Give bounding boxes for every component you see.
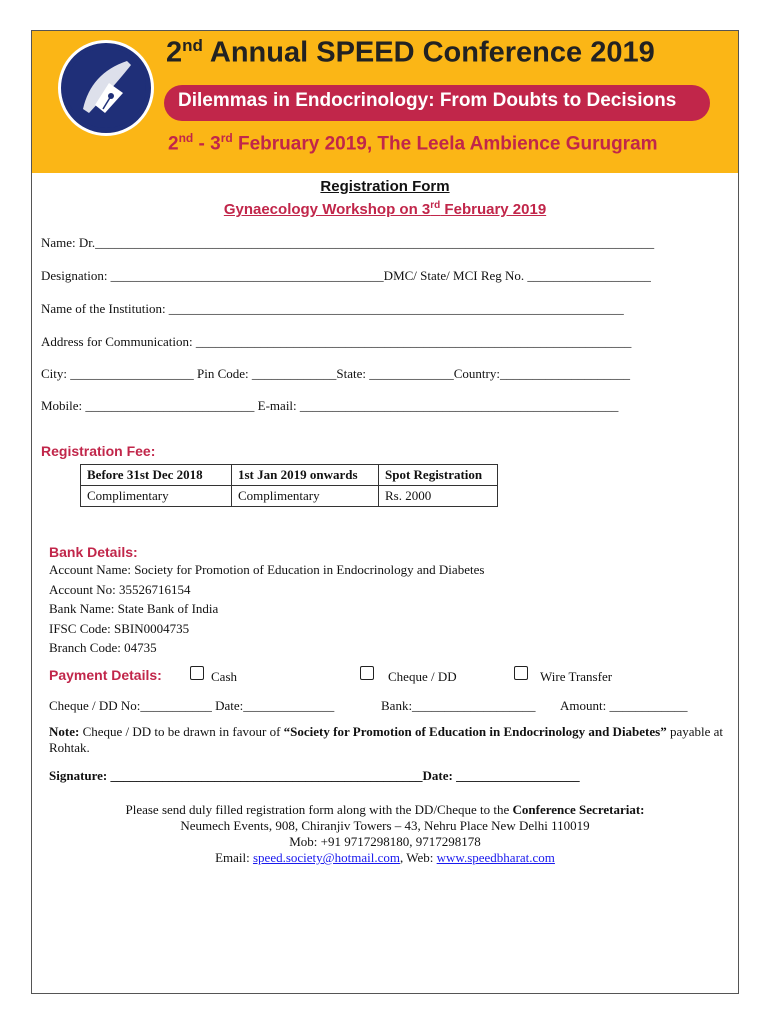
account-no: Account No: 35526716154 [49, 582, 191, 597]
fee-value: Complimentary [81, 486, 232, 507]
account-name: Account Name: Society for Promotion of Education in Endocrinology and Diabetes [49, 562, 485, 577]
payment-heading: Payment Details: [49, 667, 162, 683]
city-field[interactable]: City: ___________________ Pin Code: _____________State: _____________Country:____________________ [41, 366, 630, 381]
form-title: Registration Form [320, 178, 450, 195]
pen-nib-icon [58, 40, 154, 136]
amount-field[interactable]: Amount: ____________ [560, 698, 688, 713]
designation-field[interactable]: Designation: __________________________________________DMC/ State/ MCI Reg No. ___________________ [41, 268, 651, 283]
wire-transfer-label: Wire Transfer [540, 669, 613, 684]
bank-name: Bank Name: State Bank of India [49, 601, 219, 616]
address-field[interactable]: Address for Communication: ___________________________________________________________________ [41, 334, 632, 349]
name-field[interactable]: Name: Dr.______________________________________________________________________________________ [41, 235, 655, 250]
conference-title: 2nd Annual SPEED Conference 2019 [166, 36, 655, 69]
fee-heading: Registration Fee: [41, 443, 156, 459]
payment-note: Note: Cheque / DD to be drawn in favour of “Society for Promotion of Education in Endocrinology and Diabetes” payable at Rohtak. [49, 724, 724, 755]
cheque-checkbox[interactable] [360, 666, 374, 680]
fee-header: Before 31st Dec 2018 [81, 465, 232, 486]
form-subtitle: Gynaecology Workshop on 3rd February 2019 [223, 200, 547, 218]
footer-instruction: Please send duly filled registration form along with the DD/Cheque to the Conference Secretariat: [125, 802, 645, 817]
bank-heading: Bank Details: [49, 544, 138, 560]
mobile-field[interactable]: Mobile: __________________________ E-mail: _________________________________________________ [41, 398, 619, 413]
branch-code: Branch Code: 04735 [49, 640, 157, 655]
cash-label: Cash [211, 669, 237, 684]
email-link[interactable]: speed.society@hotmail.com [252, 850, 400, 865]
institution-field[interactable]: Name of the Institution: ______________________________________________________________________ [41, 301, 624, 316]
conference-date: 2nd - 3rd February 2019, The Leela Ambience Gurugram [168, 131, 658, 155]
footer-mobile: Mob: +91 9717298180, 9717298178 [289, 834, 481, 849]
footer-contact: Email: speed.society@hotmail.com, Web: www.speedbharat.com [215, 850, 555, 865]
fee-value: Complimentary [232, 486, 379, 507]
conference-subtitle: Dilemmas in Endocrinology: From Doubts to Decisions [164, 85, 710, 121]
cheque-label: Cheque / DD [388, 669, 457, 684]
wire-transfer-checkbox[interactable] [514, 666, 528, 680]
cheque-details-field[interactable]: Cheque / DD No:___________ Date:______________ [49, 698, 335, 713]
fee-value: Rs. 2000 [379, 486, 498, 507]
bank-field[interactable]: Bank:___________________ [381, 698, 536, 713]
cash-checkbox[interactable] [190, 666, 204, 680]
ifsc-code: IFSC Code: SBIN0004735 [49, 621, 190, 636]
website-link[interactable]: www.speedbharat.com [436, 850, 555, 865]
footer-address: Neumech Events, 908, Chiranjiv Towers – 43, Nehru Place New Delhi 110019 [180, 818, 590, 833]
fee-table [80, 464, 498, 507]
fee-header: 1st Jan 2019 onwards [232, 465, 379, 486]
signature-field[interactable]: Signature: ________________________________________________Date: ___________________ [49, 768, 580, 783]
fee-header: Spot Registration [379, 465, 498, 486]
